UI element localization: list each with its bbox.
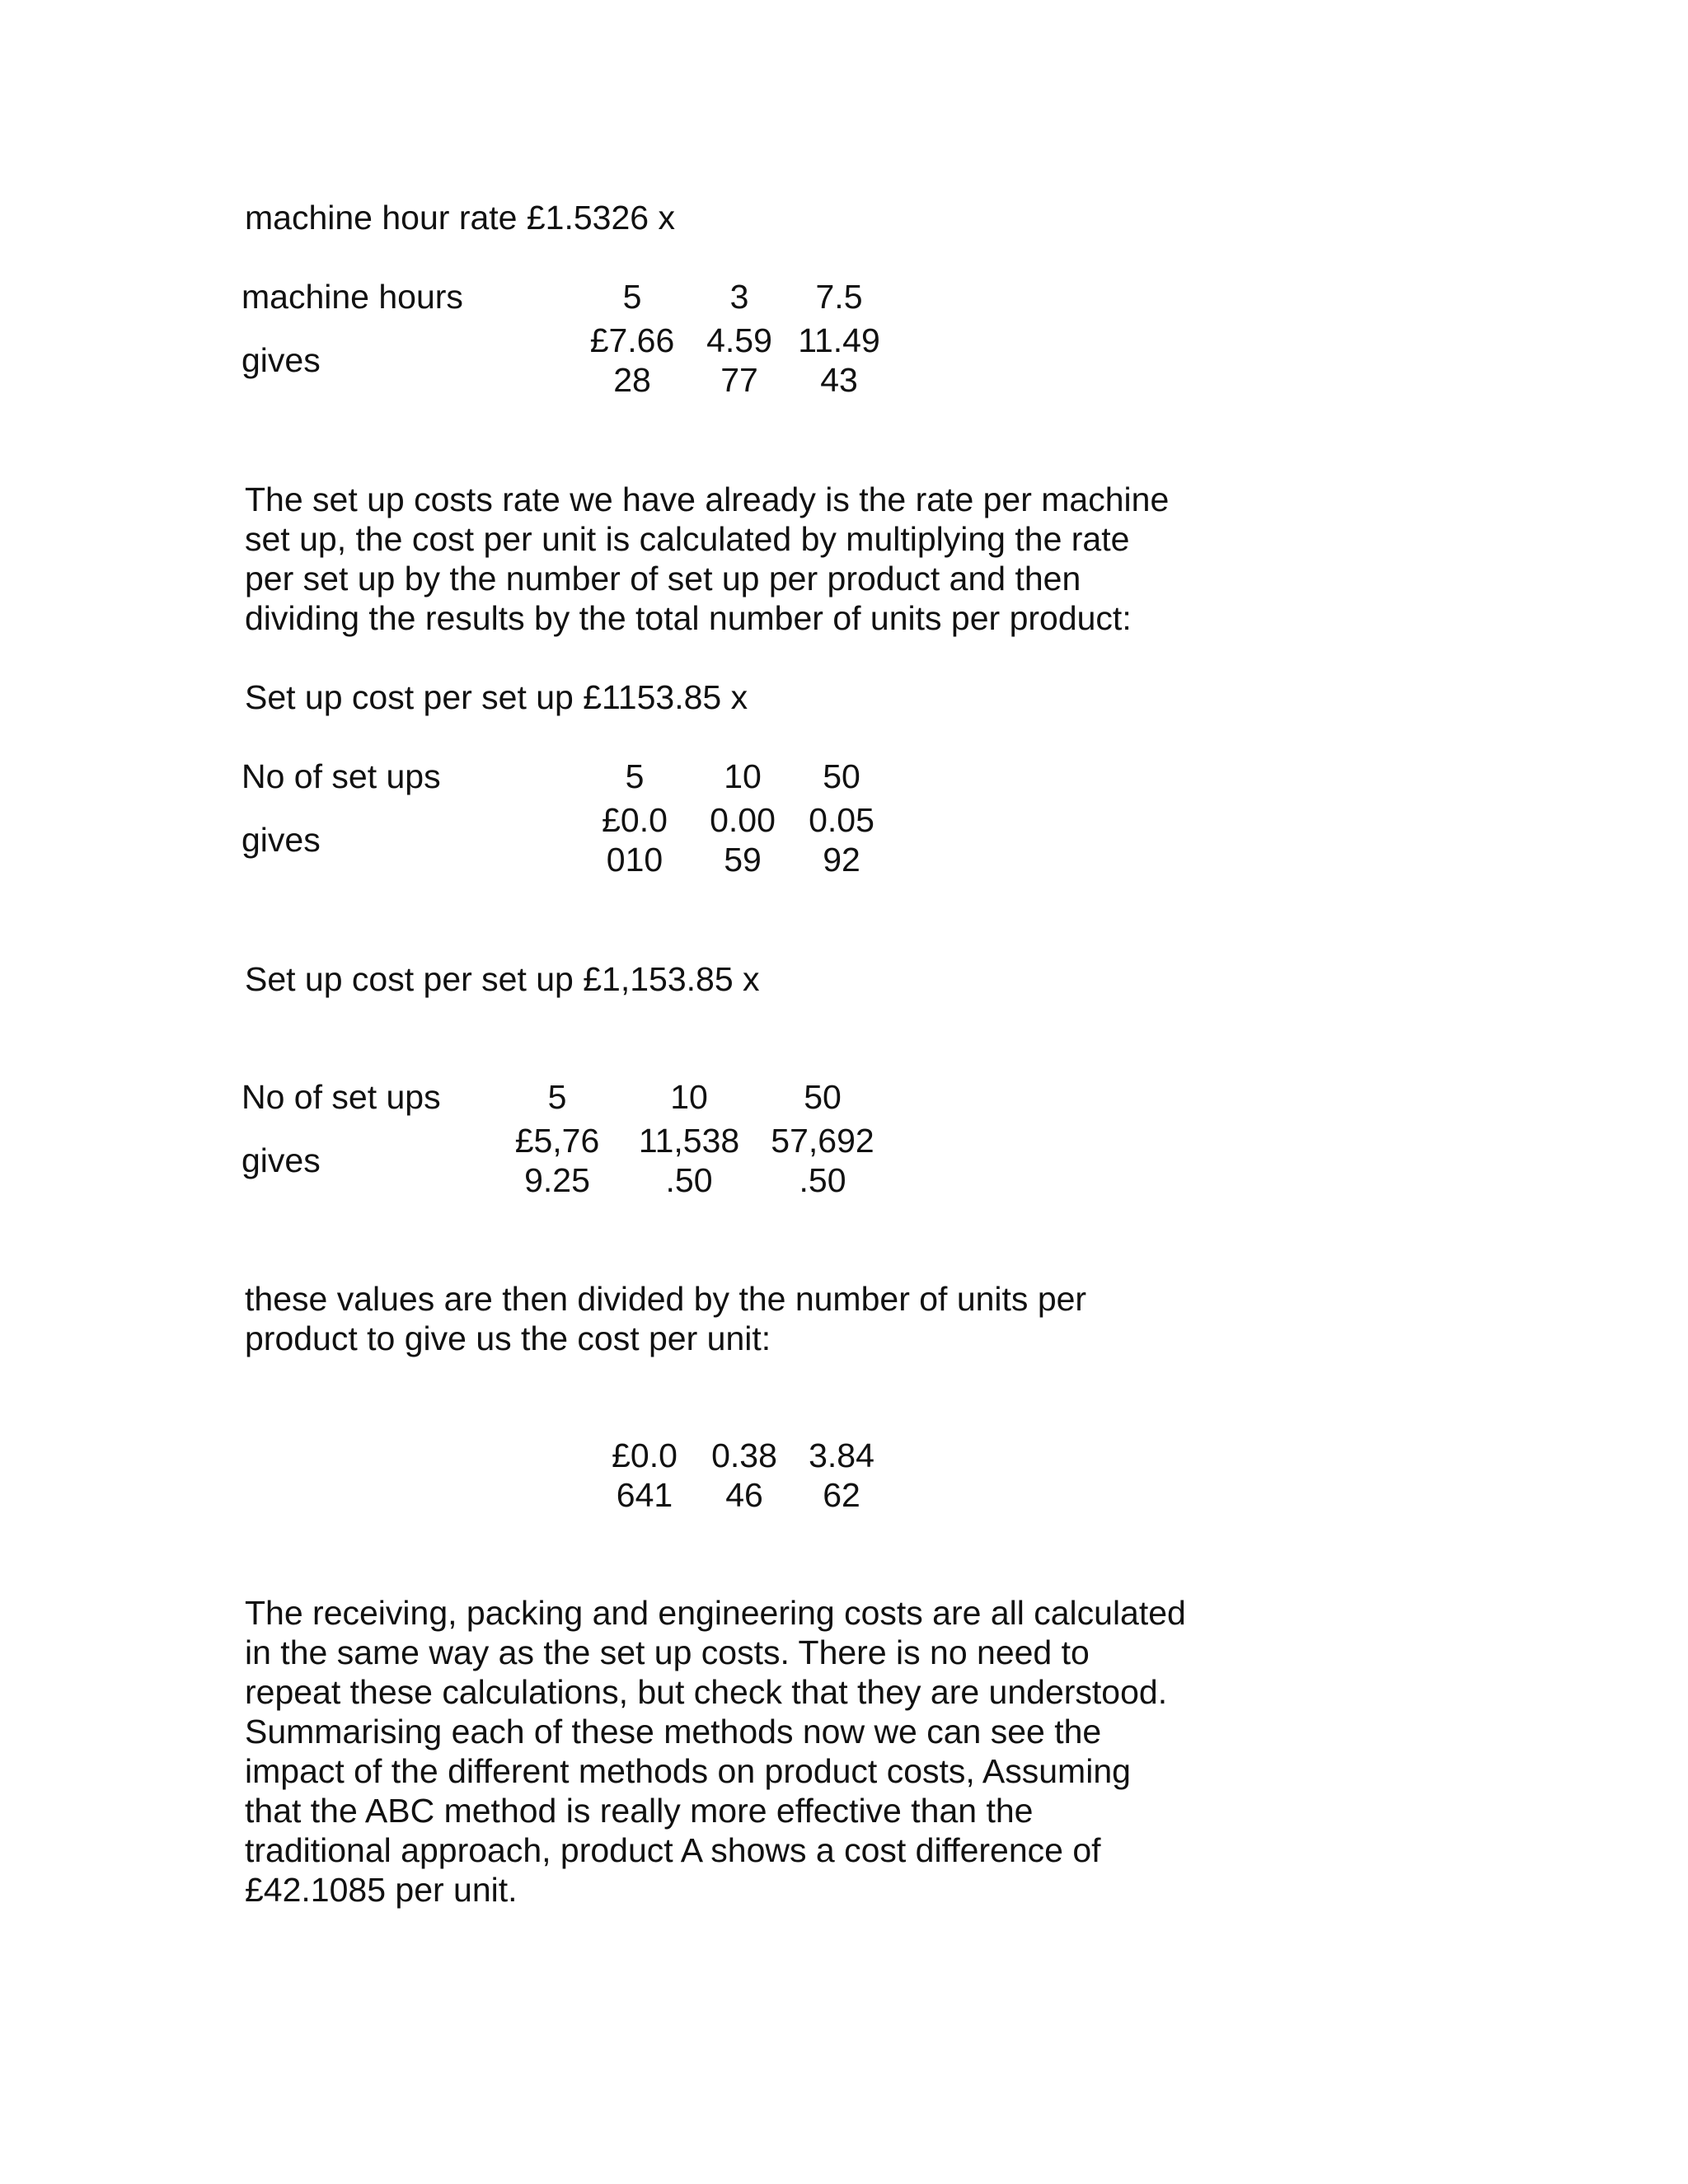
setup-explanation-line-4: dividing the results by the total number of units per product: (245, 599, 1132, 637)
setup2-gives-b (631, 1121, 747, 1200)
setup1-gives-c-line1: 0.05 (809, 801, 874, 839)
setup2-gives-a (499, 1121, 615, 1200)
setup2-gives-b-line1: 11,538 (638, 1122, 740, 1160)
per-unit-a (587, 1436, 702, 1515)
setup1-count-c: 50 (823, 757, 860, 795)
setup2-gives-c (765, 1121, 880, 1200)
per-unit-c-line1: 3.84 (809, 1436, 874, 1474)
summary-line-2: in the same way as the set up costs. There is no need to (245, 1633, 1090, 1671)
divide-explanation-line-1: these values are then divided by the number of units per (245, 1280, 1087, 1318)
setup2-count-a: 5 (547, 1078, 567, 1116)
per-unit-c (784, 1436, 899, 1515)
machine-gives-a-line1: £7.66 (589, 321, 675, 359)
setup-explanation (245, 480, 1531, 638)
summary-paragraph (245, 1593, 1531, 1910)
summary-line-3: repeat these calculations, but check that they are understood. (245, 1673, 1168, 1711)
machine-gives-b-line2: 77 (720, 361, 758, 399)
machine-gives-label: gives (241, 341, 321, 379)
machine-rate-line: machine hour rate £1.5326 x (245, 199, 675, 237)
machine-gives-b-line1: 4.59 (706, 321, 772, 359)
setup1-gives-label: gives (241, 821, 321, 859)
setup1-gives-b-line2: 59 (724, 841, 762, 879)
machine-gives-c-line1: 11.49 (798, 321, 880, 359)
summary-line-4: Summarising each of these methods now we can see the (245, 1713, 1102, 1750)
summary-line-5: impact of the different methods on product costs, Assuming (245, 1752, 1131, 1790)
divide-explanation (245, 1279, 1531, 1358)
machine-hours-b: 3 (729, 278, 749, 316)
setup2-gives-a-line2: 9.25 (524, 1161, 590, 1199)
setup2-gives-c-line1: 57,692 (771, 1122, 874, 1160)
setup1-gives-c (784, 800, 899, 879)
setup1-count-a: 5 (625, 757, 645, 795)
summary-line-1: The receiving, packing and engineering costs are all calculated (245, 1594, 1186, 1632)
setup1-gives-c-line2: 92 (823, 841, 860, 879)
per-unit-a-line1: £0.0 (612, 1436, 678, 1474)
setup1-rate-line: Set up cost per set up £1153.85 x (245, 678, 748, 716)
setup-explanation-line-1: The set up costs rate we have already is the rate per machine (245, 480, 1170, 518)
setup1-gives-b-line1: 0.00 (710, 801, 776, 839)
setup2-rate-line: Set up cost per set up £1,153.85 x (245, 960, 760, 998)
machine-gives-c-line2: 43 (820, 361, 858, 399)
setup2-count-label: No of set ups (241, 1078, 441, 1116)
setup1-gives-a (577, 800, 692, 879)
per-unit-b-line1: 0.38 (711, 1436, 777, 1474)
per-unit-a-line2: 641 (616, 1476, 673, 1514)
machine-gives-c (781, 321, 897, 400)
machine-hours-c: 7.5 (815, 278, 863, 316)
setup2-gives-c-line2: .50 (799, 1161, 846, 1199)
setup1-count-b: 10 (724, 757, 762, 795)
machine-hours-a: 5 (622, 278, 642, 316)
setup1-count-label: No of set ups (241, 757, 441, 795)
per-unit-b-line2: 46 (725, 1476, 763, 1514)
machine-gives-a-line2: 28 (613, 361, 651, 399)
setup1-gives-a-line2: 010 (606, 841, 663, 879)
summary-line-7: traditional approach, product A shows a cost difference of (245, 1831, 1101, 1869)
setup2-count-b: 10 (670, 1078, 708, 1116)
setup2-gives-label: gives (241, 1141, 321, 1179)
machine-gives-b (682, 321, 797, 400)
setup-explanation-line-2: set up, the cost per unit is calculated by multiplying the rate (245, 520, 1130, 558)
setup2-count-c: 50 (804, 1078, 842, 1116)
divide-explanation-line-2: product to give us the cost per unit: (245, 1319, 771, 1357)
per-unit-c-line2: 62 (823, 1476, 860, 1514)
setup1-gives-a-line1: £0.0 (602, 801, 668, 839)
summary-line-8: £42.1085 per unit. (245, 1871, 518, 1909)
setup1-gives-b (685, 800, 800, 879)
setup2-gives-a-line1: £5,76 (514, 1122, 600, 1160)
setup2-gives-b-line2: .50 (665, 1161, 713, 1199)
machine-gives-a (574, 321, 690, 400)
machine-hours-label: machine hours (241, 278, 463, 316)
summary-line-6: that the ABC method is really more effective than the (245, 1792, 1034, 1830)
setup-explanation-line-3: per set up by the number of set up per product and then (245, 560, 1081, 598)
